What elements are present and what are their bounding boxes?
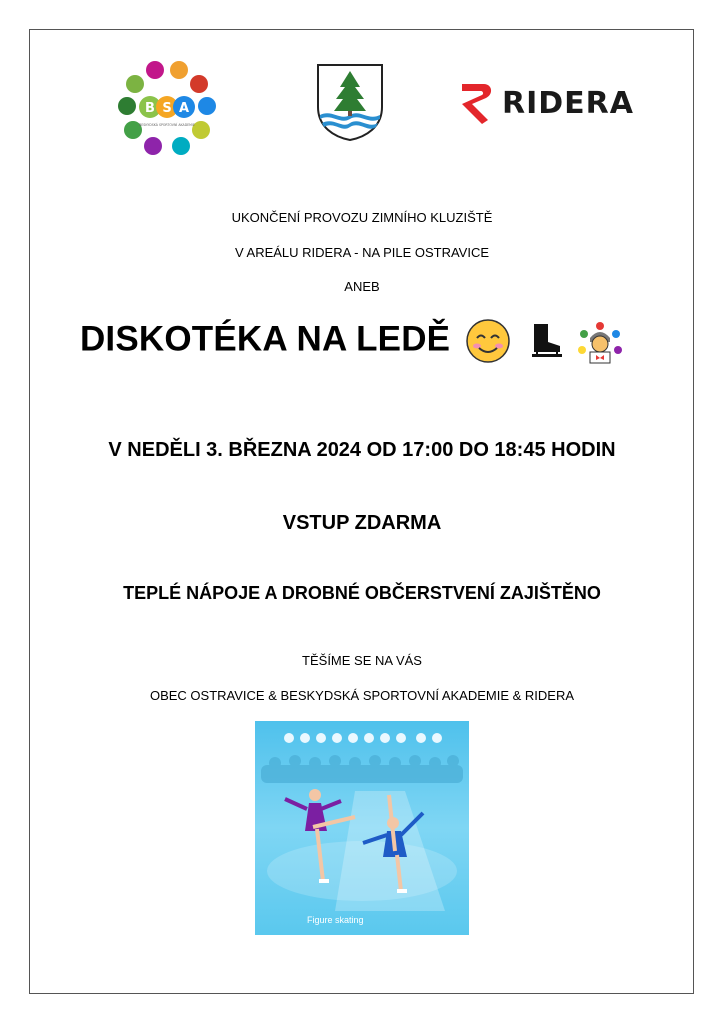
event-date-time: V NEDĚLI 3. BŘEZNA 2024 OD 17:00 DO 18:45 HODIN — [108, 439, 616, 461]
bsa-letter-s: S — [162, 101, 172, 116]
ridera-wordmark: RIDERA — [502, 85, 634, 121]
headline-emoji-group — [464, 318, 624, 364]
header-line-2: V AREÁLU RIDERA - NA PILE OSTRAVICE — [234, 245, 490, 260]
juggler-icon — [576, 318, 624, 364]
bsa-caption: BESKYDSKÁ SPORTOVNÍ AKADEMIE — [139, 123, 195, 127]
header-line-3: ANEB — [344, 279, 380, 294]
ridera-logo — [458, 78, 638, 128]
refreshments-info: TEPLÉ NÁPOJE A DROBNÉ OBČERSTVENÍ ZAJIŠTĚNO — [123, 583, 601, 603]
header-line-1: UKONČENÍ PROVOZU ZIMNÍHO KLUZIŠTĚ — [231, 210, 493, 225]
figure-skating-illustration — [255, 721, 469, 935]
bsa-logo — [115, 58, 219, 162]
ice-skate-icon — [526, 318, 566, 364]
bsa-letter-a: A — [178, 101, 190, 116]
greeting-text: TĚŠÍME SE NA VÁS — [302, 653, 422, 668]
bsa-letter-b: B — [145, 101, 155, 116]
page-title — [0, 318, 714, 364]
ostravice-crest-logo — [316, 63, 384, 141]
organizers-text: OBEC OSTRAVICE & BESKYDSKÁ SPORTOVNÍ AKADEMIE & RIDERA — [149, 688, 575, 703]
illustration-caption: Figure skating — [307, 915, 364, 925]
headline-text: DISKOTÉKA NA LEDĚ — [79, 319, 451, 359]
ridera-mark-icon — [458, 80, 496, 126]
entry-info: VSTUP ZDARMA — [282, 512, 442, 534]
smiling-face-icon — [464, 318, 516, 364]
